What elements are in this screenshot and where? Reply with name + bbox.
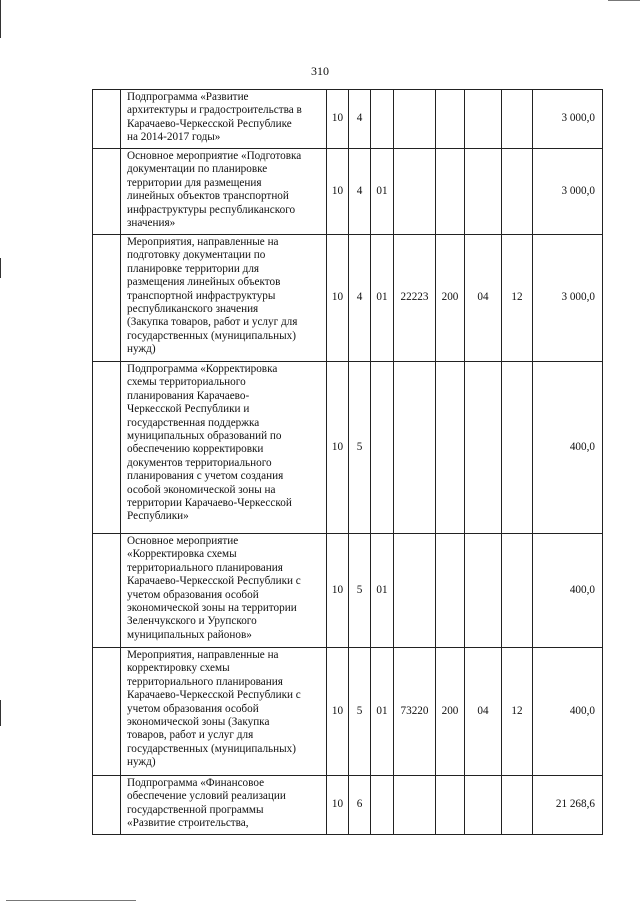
page-number: 310: [311, 64, 329, 78]
amount-cell: 400,0: [533, 534, 603, 648]
blank-cell: [93, 776, 121, 835]
scan-edge-mark: [0, 700, 1, 726]
expense-type-cell: 200: [436, 235, 465, 362]
code-cell: [465, 534, 502, 648]
subprogram-cell: 01: [371, 235, 394, 362]
expense-type-cell: [436, 90, 465, 149]
section-cell: 10: [327, 235, 349, 362]
expense-type-cell: [436, 776, 465, 835]
table-row: [93, 235, 603, 362]
direction-cell: [394, 149, 436, 235]
table-row: [93, 534, 603, 648]
code-cell: [465, 90, 502, 149]
blank-cell: [93, 90, 121, 149]
code-cell: 04: [465, 648, 502, 776]
expense-type-cell: [436, 362, 465, 534]
blank-cell: [93, 648, 121, 776]
subprogram-cell: 01: [371, 534, 394, 648]
subsection-cell: 6: [349, 776, 371, 835]
table-row: [93, 362, 603, 534]
scan-edge-mark: [6, 900, 136, 901]
subsection-cell: 5: [349, 648, 371, 776]
description-cell: Подпрограмма «Развитие архитектуры и градостроительства в Карачаево-Черкесской Республике на 2014-2017 годы»: [121, 90, 327, 149]
direction-cell: [394, 362, 436, 534]
section-cell: 10: [327, 149, 349, 235]
amount-cell: 21 268,6: [533, 776, 603, 835]
description-cell: Основное мероприятие «Подготовка документации по планировке территории для размещения линейных объектов транспортной инфраструктуры республиканского значения»: [121, 149, 327, 235]
direction-cell: 73220: [394, 648, 436, 776]
expense-type-cell: [436, 534, 465, 648]
code-cell-2: [502, 149, 533, 235]
scan-edge-mark: [0, 258, 1, 278]
amount-cell: 3 000,0: [533, 90, 603, 149]
budget-table: [92, 89, 603, 835]
code-cell: 04: [465, 235, 502, 362]
subsection-cell: 4: [349, 149, 371, 235]
section-cell: 10: [327, 362, 349, 534]
direction-cell: 22223: [394, 235, 436, 362]
scan-edge-mark: [0, 0, 1, 38]
section-cell: 10: [327, 648, 349, 776]
description-cell: Мероприятия, направленные на подготовку документации по планировке территории для размещения линейных объектов транспортной инфраструктуры республиканского значения (Закупка товаров, работ и услуг для государственных (муниципальных) нужд): [121, 235, 327, 362]
expense-type-cell: [436, 149, 465, 235]
direction-cell: [394, 534, 436, 648]
blank-cell: [93, 534, 121, 648]
subsection-cell: 4: [349, 235, 371, 362]
subsection-cell: 5: [349, 362, 371, 534]
code-cell-2: 12: [502, 648, 533, 776]
code-cell-2: 12: [502, 235, 533, 362]
subsection-cell: 4: [349, 90, 371, 149]
description-cell: Подпрограмма «Корректировка схемы территориального планирования Карачаево- Черкесской Республики и государственная поддержка муниципальных образований по обеспечению корректировки документов территориального планирования с учетом создания особой экономической зоны на территории Карачаево-Черкесской Республики»: [121, 362, 327, 534]
subprogram-cell: [371, 90, 394, 149]
code-cell-2: [502, 534, 533, 648]
blank-cell: [93, 362, 121, 534]
subprogram-cell: [371, 362, 394, 534]
table-row: [93, 776, 603, 835]
subprogram-cell: 01: [371, 149, 394, 235]
section-cell: 10: [327, 534, 349, 648]
code-cell-2: [502, 362, 533, 534]
amount-cell: 3 000,0: [533, 235, 603, 362]
table-row: [93, 90, 603, 149]
table-row: [93, 648, 603, 776]
subprogram-cell: [371, 776, 394, 835]
scan-edge-mark: [608, 0, 640, 1]
table-row: [93, 149, 603, 235]
description-cell: Подпрограмма «Финансовое обеспечение условий реализации государственной программы «Развитие строительства,: [121, 776, 327, 835]
code-cell: [465, 776, 502, 835]
code-cell-2: [502, 776, 533, 835]
expense-type-cell: 200: [436, 648, 465, 776]
blank-cell: [93, 149, 121, 235]
code-cell: [465, 149, 502, 235]
blank-cell: [93, 235, 121, 362]
section-cell: 10: [327, 90, 349, 149]
amount-cell: 400,0: [533, 362, 603, 534]
code-cell-2: [502, 90, 533, 149]
amount-cell: 3 000,0: [533, 149, 603, 235]
amount-cell: 400,0: [533, 648, 603, 776]
description-cell: Основное мероприятие «Корректировка схемы территориального планирования Карачаево-Черкесской Республики с учетом образования особой экономической зоны на территории Зеленчукского и Урупского муниципальных районов»: [121, 534, 327, 648]
subprogram-cell: 01: [371, 648, 394, 776]
subsection-cell: 5: [349, 534, 371, 648]
direction-cell: [394, 90, 436, 149]
description-cell: Мероприятия, направленные на корректировку схемы территориального планирования Карачаево-Черкесской Республики с учетом образования особой экономической зоны (Закупка товаров, работ и услуг для государственных (муниципальных) нужд): [121, 648, 327, 776]
section-cell: 10: [327, 776, 349, 835]
direction-cell: [394, 776, 436, 835]
code-cell: [465, 362, 502, 534]
